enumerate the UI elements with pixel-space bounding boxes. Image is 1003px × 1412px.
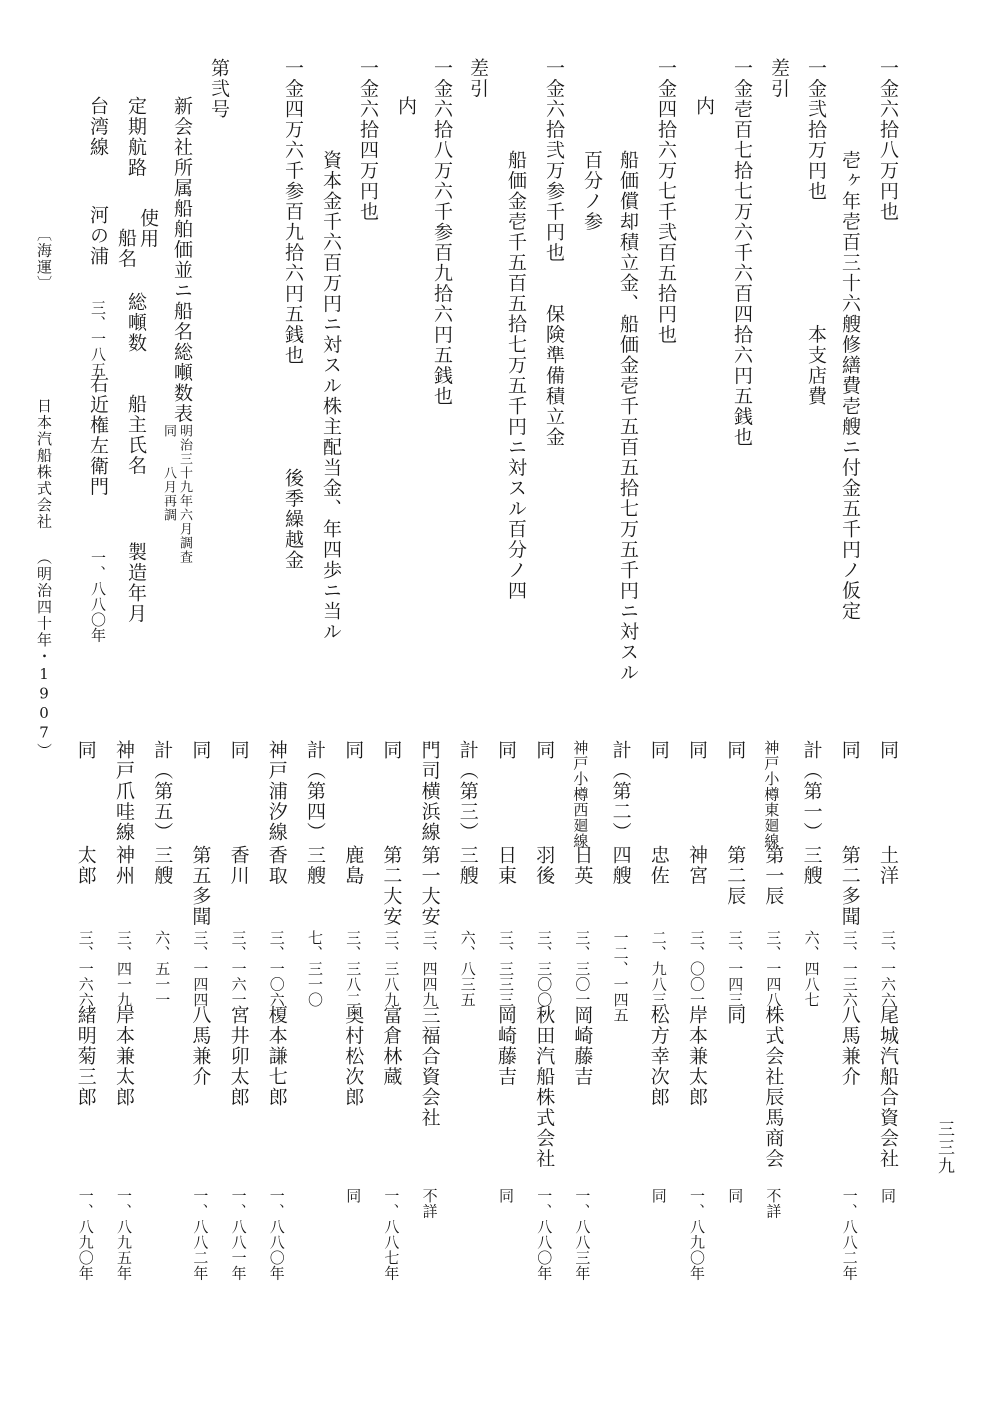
row-13-route: 門司横浜線 [418,740,441,843]
table-title-number: 第弐号 [208,58,230,120]
section-header: 〔海運〕 [35,226,53,292]
row-11-year: 同 [497,1188,515,1204]
row-21-route: 神戸爪哇線 [113,740,135,843]
row-16-route: 計（第四） [304,740,326,843]
row-15-ship: 鹿島 [342,845,365,886]
row-8-tons: 一二、一四五 [611,930,630,1023]
text-line: 一金壱百七拾七万六千六百四拾六円五銭也 [731,58,753,448]
text-line: 内 [395,96,417,117]
row-16-ship: 三艘 [304,845,326,886]
row-17-owner: 榎本謙七郎 [265,1005,288,1108]
row-12-route: 計（第三） [456,740,479,843]
row-18-route: 同 [227,740,250,761]
row-8-ship: 四艘 [609,845,632,886]
row-7-owner: 松方幸次郎 [647,1005,670,1108]
row-5-route: 同 [724,740,747,761]
row-17-route: 神戸浦汐線 [265,740,288,843]
row-21-year: 一、八九五年 [115,1188,133,1281]
row-5-tons: 三、一四三 [726,930,745,1008]
row-2-tons: 三、一三六 [840,930,859,1008]
row-22-tons: 三、一六六 [76,930,95,1008]
text-line: 船価金壱千五百五拾七万五千円ニ対スル百分ノ四 [505,150,527,601]
row-22-ship: 太郎 [74,845,97,886]
row-18-ship: 香川 [227,845,250,886]
row-9-year: 一、八八三年 [573,1188,592,1281]
text-line: 資本金千六百万円ニ対スル株主配当金、年四歩ニ当ル [320,150,342,642]
row-0-ship: 河の浦 [87,205,109,267]
row-13-ship: 第一大安 [418,845,441,927]
row-10-tons: 三、三〇〇 [535,930,554,1008]
row-1-route: 同 [877,740,899,761]
row-13-owner: 三福合資会社 [418,1005,441,1128]
row-20-route: 計（第五） [151,740,174,843]
row-21-ship: 神州 [113,845,135,886]
header-ship-name: 船名 [115,228,137,269]
text-line: 一金四拾六万七千弐百五拾円也 [655,58,677,345]
row-15-owner: 奥村松次郎 [342,1005,365,1108]
row-6-owner: 岸本兼太郎 [686,1005,708,1108]
row-4-owner: 株式会社辰馬商会 [762,1005,785,1169]
row-11-ship: 日東 [495,845,517,886]
row-11-route: 同 [495,740,517,761]
text-line: 差引 [768,58,790,99]
text-line: 内 [693,96,715,117]
survey-note-line1: 明治三十九年六月調査 [177,424,192,564]
row-19-owner: 八馬兼介 [189,1005,212,1087]
row-13-tons: 三、四四九 [420,930,439,1008]
row-17-tons: 三、一〇六 [267,930,286,1008]
row-15-tons: 三、三八二 [344,930,363,1008]
row-21-tons: 三、四一九 [115,930,133,1008]
row-6-ship: 神宮 [686,845,708,886]
row-8-route: 計（第二） [609,740,632,843]
row-11-tons: 三、三三三 [497,930,515,1008]
row-10-ship: 羽後 [533,845,556,886]
row-19-route: 同 [189,740,212,761]
row-15-route: 同 [342,740,365,761]
row-6-tons: 三、〇〇一 [688,930,706,1008]
text-line: 一金弐拾万円也 本支店費 [805,58,827,407]
row-2-year: 一、八八二年 [840,1188,859,1281]
row-20-tons: 六、五一一 [153,930,172,1008]
row-7-tons: 二、九八三 [649,930,668,1008]
row-0-route: 台湾線 [87,96,109,158]
text-line: 差引 [467,58,489,99]
row-18-year: 一、八八一年 [229,1188,248,1281]
header-tonnage: 総噸数 [125,292,147,354]
row-12-tons: 六、八三五 [458,930,477,1008]
text-line: 一金六拾八万円也 [877,58,899,222]
row-19-ship: 第五多聞 [189,845,212,927]
row-14-route: 同 [380,740,403,761]
row-7-ship: 忠佐 [647,845,670,886]
row-20-ship: 三艘 [151,845,174,886]
row-19-tons: 三、一四四 [191,930,210,1008]
text-line: 一金六拾八万六千参百九拾六円五銭也 [431,58,453,407]
text-line: 船価償却積立金、船価金壱千五百五拾七万五千円ニ対スル [617,150,639,683]
row-5-owner: 同 [724,1005,747,1026]
row-7-year: 同 [649,1188,668,1204]
row-10-year: 一、八八〇年 [535,1188,554,1281]
row-6-year: 一、八九〇年 [688,1188,706,1281]
text-line: 壱ヶ年壱百三十六艘修繕費壱艘ニ付金五千円ノ仮定 [839,150,861,622]
row-11-owner: 岡崎藤吉 [495,1005,517,1087]
row-6-route: 同 [686,740,708,761]
row-2-ship: 第二多聞 [838,845,861,927]
row-17-year: 一、八八〇年 [267,1188,286,1281]
row-21-owner: 岸本兼太郎 [113,1005,135,1108]
row-9-tons: 三、三〇一 [573,930,592,1008]
row-0-tons: 三、一八五 [89,300,107,378]
row-3-tons: 六、四八七 [802,930,821,1008]
page-number: 三三九 [934,1120,954,1176]
text-line: 百分ノ参 [581,150,603,232]
row-2-owner: 八馬兼介 [838,1005,861,1087]
row-2-route: 同 [838,740,861,761]
row-9-ship: 日英 [571,845,594,886]
row-1-tons: 三、一六六 [879,930,897,1008]
row-18-owner: 宮井卯太郎 [227,1005,250,1108]
row-4-ship: 第一辰 [762,845,785,907]
row-14-owner: 富倉林蔵 [380,1005,403,1087]
row-5-ship: 第二辰 [724,845,747,907]
row-16-tons: 七、三一〇 [306,930,324,1008]
row-19-year: 一、八八二年 [191,1188,210,1281]
row-4-year: 不詳 [764,1188,783,1219]
row-22-owner: 緒明菊三郎 [74,1005,97,1108]
row-22-year: 一、八九〇年 [76,1188,95,1281]
row-0-owner: 右近権左衛門 [87,374,109,497]
header-use: 使用 [137,208,159,249]
row-3-route: 計（第一） [800,740,823,843]
row-15-year: 同 [344,1188,363,1204]
row-5-year: 同 [726,1188,745,1204]
text-line: 一金六拾四万円也 [357,58,379,222]
row-3-ship: 三艘 [800,845,823,886]
row-9-owner: 岡崎藤吉 [571,1005,594,1087]
row-0-year: 一、八八〇年 [89,550,107,643]
row-17-ship: 香取 [265,845,288,886]
row-1-ship: 土洋 [877,845,899,886]
row-10-route: 同 [533,740,556,761]
row-1-owner: 尾城汽船合資会社 [877,1005,899,1169]
row-22-route: 同 [74,740,97,761]
survey-note-line2: 同 八月再調 [161,424,176,522]
row-12-ship: 三艘 [456,845,479,886]
text-line: 一金四万六千参百九拾六円五銭也 後季繰越金 [282,58,304,571]
row-1-year: 同 [879,1188,897,1204]
row-9-route: 神戸小樽西廻線 [571,740,590,849]
row-4-tons: 三、一四八 [764,930,783,1008]
row-14-tons: 三、三八九 [382,930,401,1008]
header-route: 定期航路 [125,96,147,178]
header-built: 製造年月 [125,542,147,624]
row-10-owner: 秋田汽船株式会社 [533,1005,556,1169]
table-title: 新会社所属船舶価並ニ船名総噸数表 [171,96,193,424]
row-7-route: 同 [647,740,670,761]
row-14-ship: 第二大安 [380,845,403,927]
row-13-year: 不詳 [420,1188,439,1219]
header-owner: 船主氏名 [125,394,147,476]
row-4-route: 神戸小樽東廻線 [762,740,781,849]
publisher-header: 日本汽船株式会社 （明治四十年・1907） [35,398,53,760]
row-18-tons: 三、一六一 [229,930,248,1008]
text-line: 一金六拾弐万参千円也 保険準備積立金 [543,58,565,448]
row-14-year: 一、八八七年 [382,1188,401,1281]
